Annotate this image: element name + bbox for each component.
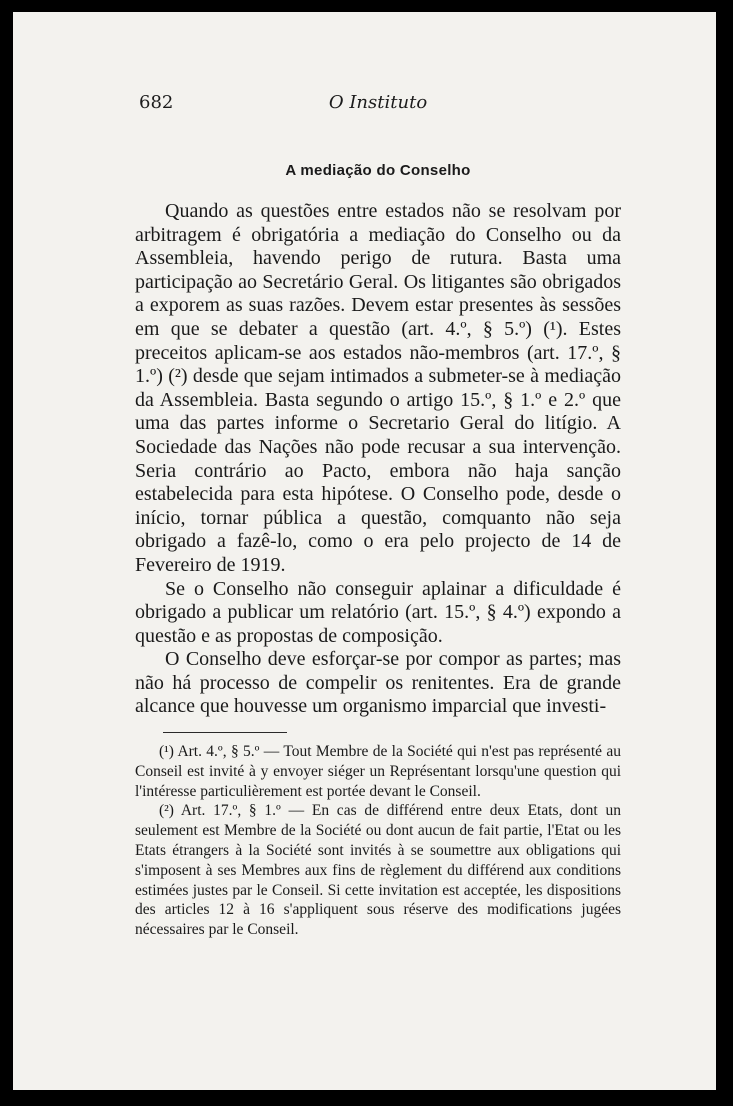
body-text — [135, 200, 621, 719]
paragraph: Se o Conselho não conseguir aplainar a dificuldade é obrigado a publicar um relatório (art. 15.º, § 4.º) expondo a questão e as propostas de composição. — [135, 577, 621, 647]
scanned-page — [13, 12, 716, 1090]
footnotes — [135, 742, 621, 940]
paragraph: Quando as questões entre estados não se resolvam por arbitragem é obrigatória a mediação do Conselho ou da Assembleia, havendo perigo de rutura. Basta uma participação ao Secretário Geral. Os litigantes são obrigados a exporem as suas razões. Devem estar presentes às sessões em que se debater a questão (art. 4.º, § 5.º) (¹). Estes preceitos aplicam-se aos estados não-membros (art. 17.º, § 1.º) (²) desde que sejam intimados a submeter-se à mediação da Assembleia. Basta segundo o artigo 15.º, § 1.º e 2.º que uma das partes informe o Secretario Geral do litígio. A Sociedade das Nações não pode recusar a sua intervenção. Seria contrário ao Pacto, embora não haja sanção estabelecida para esta hipótese. O Conselho pode, desde o início, tornar pública a questão, comquanto não seja obrigado a fazê-lo, como o era pelo projecto de 14 de Fevereiro de 1919. — [135, 200, 621, 576]
section-title: A mediação do Conselho — [285, 162, 471, 179]
running-head — [139, 92, 617, 116]
footnote-divider — [163, 732, 287, 733]
footnote-1: (¹) Art. 4.º, § 5.º — Tout Membre de la Société qui n'est pas représenté au Conseil est invité à y envoyer siéger un Représentant lorsqu'une question qui l'intéresse particulièrement est portée devant le Conseil. — [135, 743, 621, 800]
page-number: 682 — [139, 92, 174, 113]
footnote-2: (²) Art. 17.º, § 1.º — En cas de différend entre deux Etats, dont un seulement est Membre de la Société ou dont aucun de fait partie, l'Etat ou les Etats étrangers à la Société sont invités à se soumettre aux obligations qui s'imposent à ses Membres aux fins de règlement du différend aux conditions estimées justes par le Conseil. Si cette invitation est acceptée, les dispositions des articles 12 à 16 s'appliquent sous réserve des modifications jugées nécessaires par le Conseil. — [135, 802, 621, 939]
journal-title: O Instituto — [328, 92, 428, 113]
paragraph: O Conselho deve esforçar-se por compor as partes; mas não há processo de compelir os renitentes. Era de grande alcance que houvesse um organismo imparcial que investi- — [135, 648, 621, 718]
